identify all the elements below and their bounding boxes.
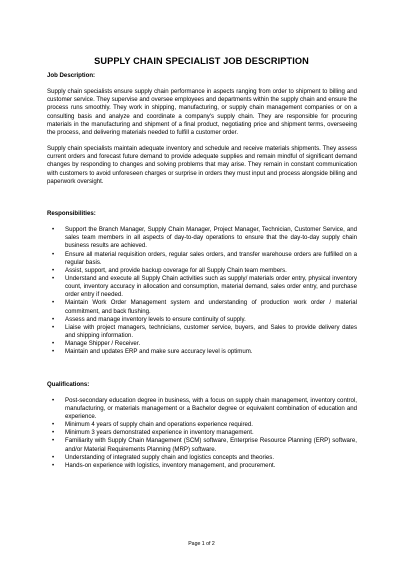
bullet-icon: • xyxy=(52,266,55,274)
list-item-text: Support the Branch Manager, Supply Chain Manager, Project Manager, Technician, Customer Service, and sales team members in all aspects of day-to-day operations to ensure that the day-to-day supply chain business results are achieved. xyxy=(65,226,357,250)
list-item xyxy=(47,275,357,299)
list-item xyxy=(47,324,357,340)
list-item-text: Hands-on experience with logistics, inventory management, and procurement. xyxy=(65,461,276,469)
list-item-text: Liaise with project managers, technicians, customer service, buyers, and Sales to provide delivery dates and shipping information. xyxy=(65,323,357,340)
list-item xyxy=(47,454,357,462)
qualifications-list xyxy=(47,397,357,470)
list-item xyxy=(47,348,357,356)
document-title: SUPPLY CHAIN SPECIALIST JOB DESCRIPTION xyxy=(94,56,309,66)
list-item xyxy=(47,429,357,437)
page-number: Page 1 of 2 xyxy=(188,541,215,547)
bullet-icon: • xyxy=(52,226,55,234)
list-item xyxy=(47,316,357,324)
bullet-icon: • xyxy=(52,396,55,404)
list-item-text: Assist, support, and provide backup coverage for all Supply Chain team members. xyxy=(65,266,287,274)
bullet-icon: • xyxy=(52,315,55,323)
list-item xyxy=(47,421,357,429)
bullet-icon: • xyxy=(52,429,55,437)
list-item xyxy=(47,226,357,250)
bullet-icon: • xyxy=(52,274,55,282)
bullet-icon: • xyxy=(52,323,55,331)
job-description-paragraph: Supply chain specialists maintain adequate inventory and schedule and receive materials shipments. They assess current orders and forecast future demand to provide adequate supplies and remain mindful of significant demand changes by responding to changes and solving problems that may arise. They remain in constant communication with customers to avoid unforeseen charges or surprise in orders they must input and process alongside billing and paperwork oversight. xyxy=(47,145,357,185)
responsibilities-list xyxy=(47,226,357,357)
list-item-text: Minimum 3 years demonstrated experience in inventory management. xyxy=(65,429,254,437)
list-item-text: Maintain Work Order Management system and understanding of production work order / material commitment, and back flushing. xyxy=(65,299,357,315)
bullet-icon: • xyxy=(52,461,55,469)
list-item-text: Familiarity with Supply Chain Management (SCM) software, Enterprise Resource Planning (ERP) software, and/or Material Requirements Planning (MRP) software. xyxy=(65,437,357,453)
bullet-icon: • xyxy=(52,250,55,258)
list-item xyxy=(47,251,357,267)
qualifications-heading: Qualifications: xyxy=(47,380,90,388)
bullet-icon: • xyxy=(52,437,55,445)
document-body xyxy=(47,72,357,470)
list-item-text: Manage Shipper / Receiver. xyxy=(65,340,141,348)
list-item-text: Minimum 4 years of supply chain and operations experience required. xyxy=(65,421,253,429)
bullet-icon: • xyxy=(52,299,55,307)
bullet-icon: • xyxy=(52,340,55,348)
list-item xyxy=(47,340,357,348)
bullet-icon: • xyxy=(52,348,55,356)
job-description-heading: Job Description: xyxy=(47,72,96,79)
bullet-icon: • xyxy=(52,421,55,429)
bullet-icon: • xyxy=(52,453,55,461)
list-item-text: Understanding of integrated supply chain and logistics concepts and theories. xyxy=(65,453,275,461)
list-item-text: Ensure all material requisition orders, regular sales orders, and transfer warehouse orders are fulfilled on a regular basis. xyxy=(65,250,357,266)
list-item-text: Assess and manage inventory levels to ensure continuity of supply. xyxy=(65,315,246,323)
job-description-paragraph: Supply chain specialists ensure supply chain performance in aspects ranging from order to shipment to billing and customer service. They supervise and oversee employees and departments within the supply chain and ensure the process runs smoothly. They work in shipping, manufacturing, or supply chain management companies or on a consulting basis and analyze and coordinate a company's supply chain. They are responsible for procuring materials in the manufacturing and shipment of a final product, negotiating price and shipment terms, overseeing the process, and delivering materials needed to fulfill a customer order. xyxy=(47,88,357,136)
responsibilities-heading: Responsibilities: xyxy=(47,209,96,217)
list-item xyxy=(47,299,357,315)
list-item xyxy=(47,397,357,421)
list-item-text: Maintain and updates ERP and make sure accuracy level is optimum. xyxy=(65,348,253,356)
list-item xyxy=(47,462,357,470)
list-item xyxy=(47,437,357,453)
list-item-text: Post-secondary education degree in business, with a focus on supply chain management, inventory control, manufacturing, or materials management or a Bachelor degree or equivalent combination of education and experience. xyxy=(65,396,357,420)
list-item xyxy=(47,267,357,275)
list-item-text: Understand and execute all Supply Chain activities such as supply/ materials order entry, physical inventory count, inventory accuracy in allocation and consumption, material demand, sales order entry, and purchase order entry if needed. xyxy=(65,274,357,299)
